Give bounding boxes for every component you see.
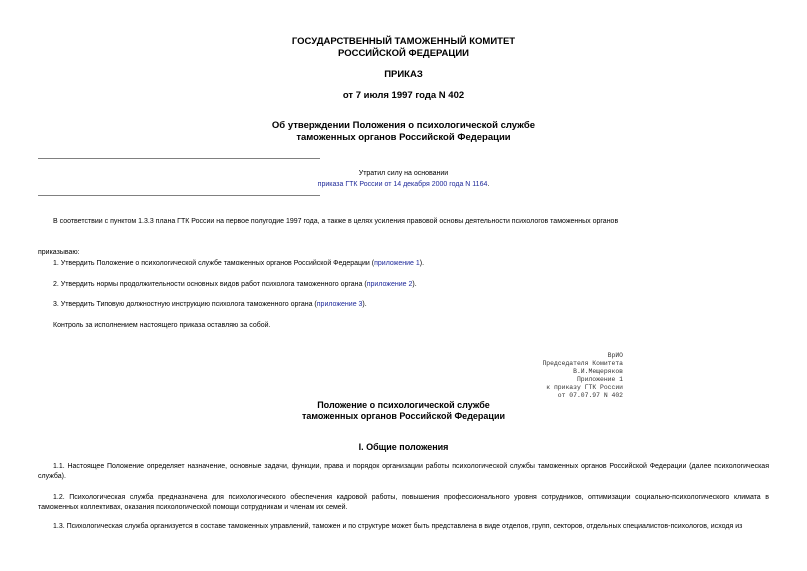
regulation-title-line2: таможенных органов Российской Федерации [301, 411, 506, 421]
order-item-1: 1. Утвердить Положение о психологической службе таможенных органов Российской Федерации (приложение 1). [53, 260, 425, 267]
appendix-3-link[interactable]: приложение 3 [316, 301, 363, 308]
control-clause: Контроль за исполнением настоящего приказа оставляю за собой. [53, 322, 271, 329]
doc-type: ПРИКАЗ [384, 69, 423, 80]
divider-bottom [38, 195, 320, 196]
divider-top [38, 158, 320, 159]
appendix-order-date: от 07.07.97 N 402 [557, 392, 623, 399]
doc-date-number: от 7 июля 1997 года N 402 [342, 90, 465, 101]
order-item-3: 3. Утвердить Типовую должностную инструкцию психолога таможенного органа (приложение 3). [53, 301, 367, 308]
repeal-order-link[interactable]: приказа ГТК России от 14 декабря 2000 года N 1164 [317, 181, 488, 188]
order-word: приказываю: [38, 249, 80, 256]
paragraph-1-3: 1.3. Психологическая служба организуется в составе таможенных управлений, таможен и по структуре может быть представлена в виде отделов, групп, секторов, отдельных специалистов-психологов, исходя из [53, 523, 743, 530]
section-heading: I. Общие положения [358, 442, 449, 452]
doc-title-line1: Об утверждении Положения о психологической службе [271, 120, 536, 131]
order-item-2: 2. Утвердить нормы продолжительности основных видов работ психолога таможенного органа (приложение 2). [53, 281, 417, 288]
preamble: В соответствии с пунктом 1.3.3 плана ГТК России на первое полугодие 1997 года, а также в целях усиления правовой основы деятельности психологов таможенных органов [53, 218, 619, 225]
appendix-1-link[interactable]: приложение 1 [374, 260, 420, 267]
appendix-label: Приложение 1 [576, 376, 623, 383]
appendix-order-ref: к приказу ГТК России [546, 384, 623, 391]
signature-block [420, 352, 623, 400]
status-line: Утратил силу на основании [358, 170, 449, 177]
doc-title-line2: таможенных органов Российской Федерации [296, 132, 511, 143]
paragraph-1-1: 1.1. Настоящее Положение определяет назначение, основные задачи, функции, права и порядок организации работы психологической службы таможенных органов Российской Федерации (далее психологическая служба). [38, 463, 769, 480]
org-name-line1: ГОСУДАРСТВЕННЫЙ ТАМОЖЕННЫЙ КОМИТЕТ [291, 36, 516, 47]
signature-position-1: ВрИО [607, 352, 623, 359]
regulation-title-line1: Положение о психологической службе [317, 400, 490, 410]
appendix-2-link[interactable]: приложение 2 [366, 281, 413, 288]
signature-name: В.И.Мещеряков [573, 368, 623, 375]
paragraph-1-2: 1.2. Психологическая служба предназначена для психологического обеспечения кадровой работы, повышения профессионального уровня сотрудников, оптимизации социально-психологического климата в таможенных коллективах, оказания психологической помощи сотрудникам и членам их семей. [38, 494, 769, 511]
signature-position-2: Председателя Комитета [542, 360, 623, 367]
status-reference: приказа ГТК России от 14 декабря 2000 года N 1164. [317, 181, 490, 188]
org-name-line2: РОССИЙСКОЙ ФЕДЕРАЦИИ [337, 48, 469, 59]
